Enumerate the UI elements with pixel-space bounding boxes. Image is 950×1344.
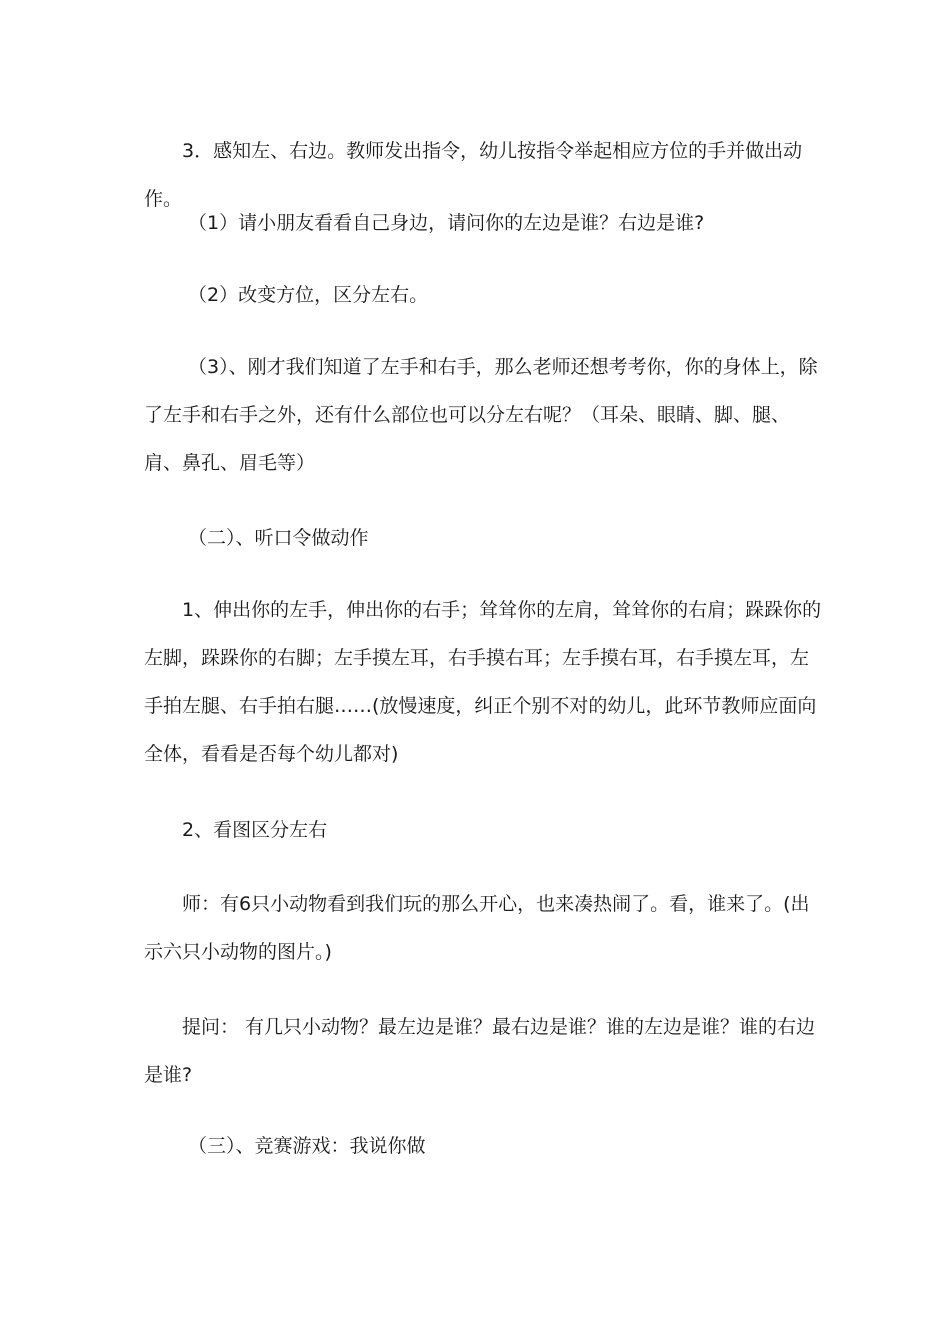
section-heading-competition-game: （三）、竞赛游戏：我说你做 [188, 1135, 426, 1157]
paragraph-picture-left-right: 2、看图区分左右 [182, 819, 328, 841]
paragraph-teacher-animals: 师：有6只小动物看到我们玩的那么开心，也来凑热闹了。看，谁来了。(出示六只小动物的图片。) [144, 893, 810, 963]
paragraph-perceive-left-right: 3．感知左、右边。教师发出指令，幼儿按指令举起相应方位的手并做出动作。 [144, 140, 803, 210]
paragraph-ask-questions: 提问： 有几只小动物？最左边是谁？最右边是谁？谁的左边是谁？谁的右边是谁? [144, 1016, 816, 1086]
paragraph-command-actions: 1、伸出你的左手，伸出你的右手；耸耸你的左肩，耸耸你的右肩；跺跺你的左脚，跺跺你的右脚；左手摸左耳，右手摸右耳；左手摸右耳，右手摸左耳，左手拍左腿、右手拍右腿……(放慢速度，纠正个别不对的幼儿，此环节教师应面向全体，看看是否每个幼儿都对) [144, 599, 822, 765]
paragraph-question-3: （3）、刚才我们知道了左手和右手，那么老师还想考考你，你的身体上，除了左手和右手之外，还有什么部位也可以分左右呢？（耳朵、眼睛、脚、腿、肩、鼻孔、眉毛等） [144, 356, 818, 474]
section-heading-listen-commands: （二）、听口令做动作 [188, 527, 369, 549]
paragraph-question-1: （1）请小朋友看看自己身边，请问你的左边是谁？右边是谁? [188, 212, 705, 234]
paragraph-question-2: （2）改变方位，区分左右。 [188, 284, 429, 306]
